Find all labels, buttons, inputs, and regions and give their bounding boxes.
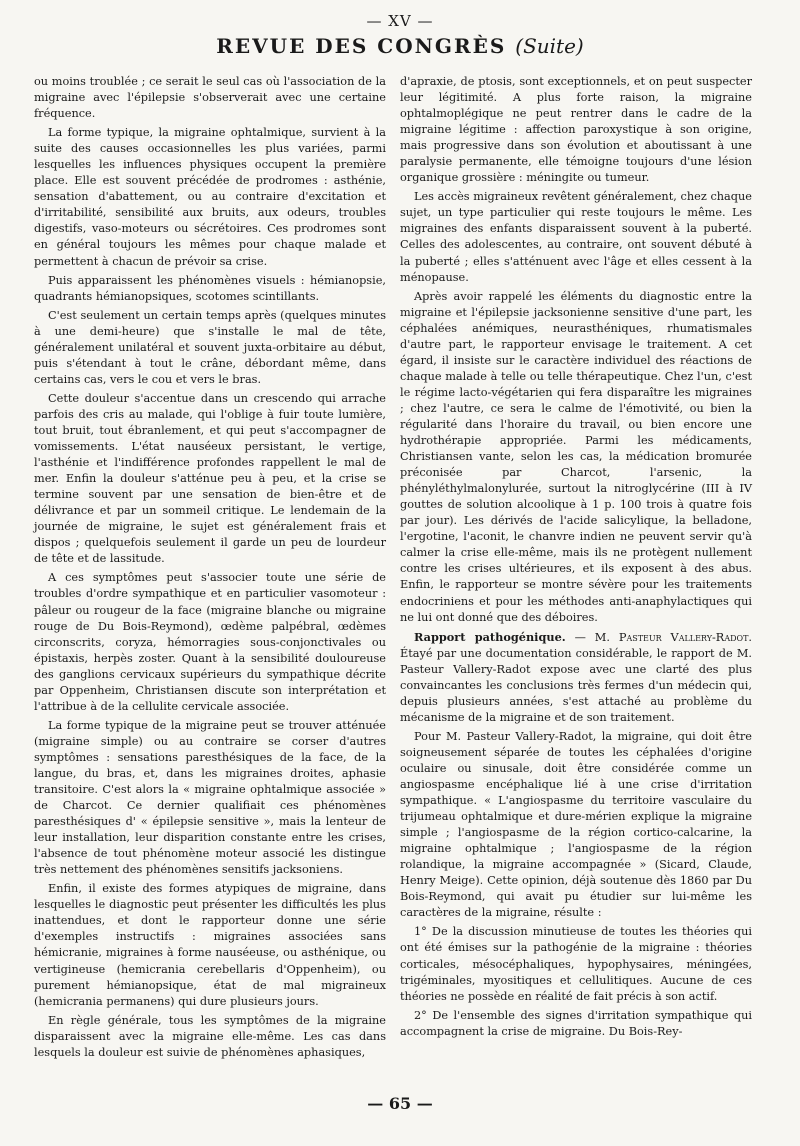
paragraph: Pour M. Pasteur Vallery-Radot, la migraine, qui doit être soigneusement séparée de toutes les céphalées d'origine oculaire ou sinusale, doit être considérée comme un angiospasme encéphalique lié à une crise d'irritation sympathique. « L'angiospasme du territoire vasculaire du trijumeau ophtalmique et dure-mérien explique la migraine simple ; l'angiospasme de la région cortico-calcarine, la migraine ophtalmique ; l'angiospasme de la région rolandique, la migraine accompagnée » (Sicard, Claude, Henry Meige). Cette opinion, déjà soutenue dès 1860 par Du Bois-Reymond, qui avait pu étudier sur lui-même les caractères de la migraine, résulte : [400,729,752,920]
paragraph: Les accès migraineux revêtent généralement, chez chaque sujet, un type particulier qui reste toujours le même. Les migraines des enfants disparaissent souvent à la puberté. Celles des adolescentes, au contraire, ont souvent débuté à la puberté ; elles s'atténuent avec l'âge et elles cessent à la ménopause. [400,190,752,284]
paragraph: A ces symptômes peut s'associer toute une série de troubles d'ordre sympathique et en particulier vasomoteur : pâleur ou rougeur de la face (migraine blanche ou migraine rouge de Du Bois-Reymond), œdème palpébral, œdèmes circonscrits, coryza, hémorragies sous-conjonctivales ou épistaxis, herpès zoster. Quant à la sensibilité douloureuse des ganglions cervicaux supérieurs du sympathique décrite par Oppenheim, Christiansen discute son interprétation et l'attribue à de la cellulite cervicale associée. [34,571,386,713]
paragraph: En règle générale, tous les symptômes de la migraine disparaissent avec la migraine elle-même. Les cas dans lesquels la douleur est suivie de phénomènes aphasiques, [34,1013,386,1059]
header-title: REVUE DES CONGRÈS [216,34,507,58]
right-column [400,74,752,1043]
paragraph: d'apraxie, de ptosis, sont exceptionnels, et on peut suspecter leur légitimité. A plus forte raison, la migraine ophtalmoplégique ne peut rentrer dans le cadre de la migraine légitime : affection paroxystique à son origine, mais progressive dans son évolution et aboutissant à une paralysie permanente, elle témoigne toujours d'une lésion organique grossière : méningite ou tumeur. [400,75,752,185]
paragraph: Après avoir rappelé les éléments du diagnostic entre la migraine et l'épilepsie jacksonienne sensitive d'une part, les céphalées anémiques, neurasthéniques, rhumatismales d'autre part, le rapporteur envisage le traitement. A cet égard, il insiste sur le caractère individuel des réactions de chaque malade à telle ou telle thérapeutique. Chez l'un, c'est le régime lacto-végétarien qui fera disparaître les migraines ; chez l'autre, ce sera le calme de l'émotivité, ou bien la régularité dans l'horaire du travail, ou bien encore une hydrothérapie appropriée. Parmi les médicaments, Christiansen vante, selon les cas, la médication bromurée préconisée par Charcot, l'arsenic, la phényléthylmalonylurée, surtout la nitroglycérine (III à IV gouttes de solution alcoolique à 1 p. 100 trois à quatre fois par jour). Les dérivés de l'acide salicylique, la belladone, l'ergotine, l'aconit, le chanvre indien ne peuvent servir qu'à calmer la crise elle-même, mais ils ne protègent nullement contre les crises ultérieures, et ils exposent à des abus. Enfin, le rapporteur se montre sévère pour les traitements endocriniens et pour les méthodes anti-anaphylactiques qui ne lui ont donné que des déboires. [400,289,752,624]
paragraph: La forme typique, la migraine ophtalmique, survient à la suite des causes occasionnelles les plus variées, parmi lesquelles les influences physiques occupent la première place. Elle est souvent précédée de prodromes : asthénie, sensation d'abattement, ou au contraire d'excitation et d'irritabilité, sensibilité aux bruits, aux odeurs, troubles digestifs, vaso-moteurs ou sécrétoires. Ces prodromes sont en général toujours les mêmes pour chaque malade et permettent à chacun de prévoir sa crise. [34,126,386,268]
paragraph: Enfin, il existe des formes atypiques de migraine, dans lesquelles le diagnostic peut présenter les difficultés les plus inattendues, et dont le rapporteur donne une série d'exemples instructifs : migraines associées sans hémicranie, migraines à forme nauséeuse, ou asthénique, ou vertigineuse (hemicrania cerebellaris d'Oppenheim), ou purement hémianopsique, état de mal migraineux (hemicrania permanens) qui dure plusieurs jours. [34,882,386,1008]
rapport-text: . Étayé par une documentation considérable, le rapport de M. Pasteur Vallery-Radot expose avec une clarté des plus convaincantes les conclusions très fermes d'un médecin qui, depuis plusieurs années, s'est attaché au problème du mécanisme de la migraine et de son traitement. [400,630,752,724]
page-number: — 65 — [367,1094,433,1113]
paragraph: Cette douleur s'accentue dans un crescendo qui arrache parfois des cris au malade, qui l'oblige à fuir toute lumière, tout bruit, tout ébranlement, et qui peut s'accompagner de vomissements. L'état nauséeux persistant, le vertige, l'asthénie et l'indifférence profondes rappellent le mal de mer. Enfin la douleur s'atténue peu à peu, et la crise se termine souvent par une sensation de bien-être et de délivrance et par un sommeil critique. Le lendemain de la journée de migraine, le sujet est généralement frais et dispos ; quelquefois seulement il garde un peu de lourdeur de tête et de lassitude. [34,391,386,566]
paragraph: ou moins troublée ; ce serait le seul cas où l'association de la migraine avec l'épilepsie s'observerait avec une certaine fréquence. [34,75,386,121]
rapport-paragraph [400,629,752,726]
roman-page-number: — XV — [366,12,434,30]
paragraph: C'est seulement un certain temps après (quelques minutes à une demi-heure) que s'installe le mal de tête, généralement unilatéral et souvent juxta-orbitaire au début, puis s'étendant à tout le crâne, débordant même, dans certains cas, vers le cou et vers le bras. [34,308,386,386]
left-column [34,74,386,1064]
paragraph: 1° De la discussion minutieuse de toutes les théories qui ont été émises sur la pathogénie de la migraine : théories corticales, mésocéphaliques, hypophysaires, méningées, trigéminales, myositiques et cellulitiques. Aucune de ces théories ne possède en réalité de fait précis à son actif. [400,925,752,1003]
rapport-dash: — M. [565,630,619,644]
page-header [0,34,800,58]
paragraph: La forme typique de la migraine peut se trouver atténuée (migraine simple) ou au contraire se corser d'autres symptômes : sensations paresthésiques de la face, de la langue, du bras, et, dans les migraines droites, aphasie transitoire. C'est alors la « migraine ophtalmique associée » de Charcot. Ce dernier qualifiait ces phénomènes paresthésiques d' « épilepsie sensitive », mais la lenteur de leur installation, leur disparition constante entre les crises, l'absence de tout phénomène moteur associé les distingue très nettement des phénomènes sensitifs jacksoniens. [34,718,386,877]
paragraph: Puis apparaissent les phénomènes visuels : hémianopsie, quadrants hémianopsiques, scotomes scintillants. [34,273,386,303]
rapport-title: Rapport pathogénique. [414,629,566,644]
header-suite: (Suite) [515,34,584,58]
paragraph: 2° De l'ensemble des signes d'irritation sympathique qui accompagnent la crise de migraine. Du Bois-Rey- [400,1008,752,1038]
rapport-author: Pasteur Vallery-Radot [618,630,749,644]
